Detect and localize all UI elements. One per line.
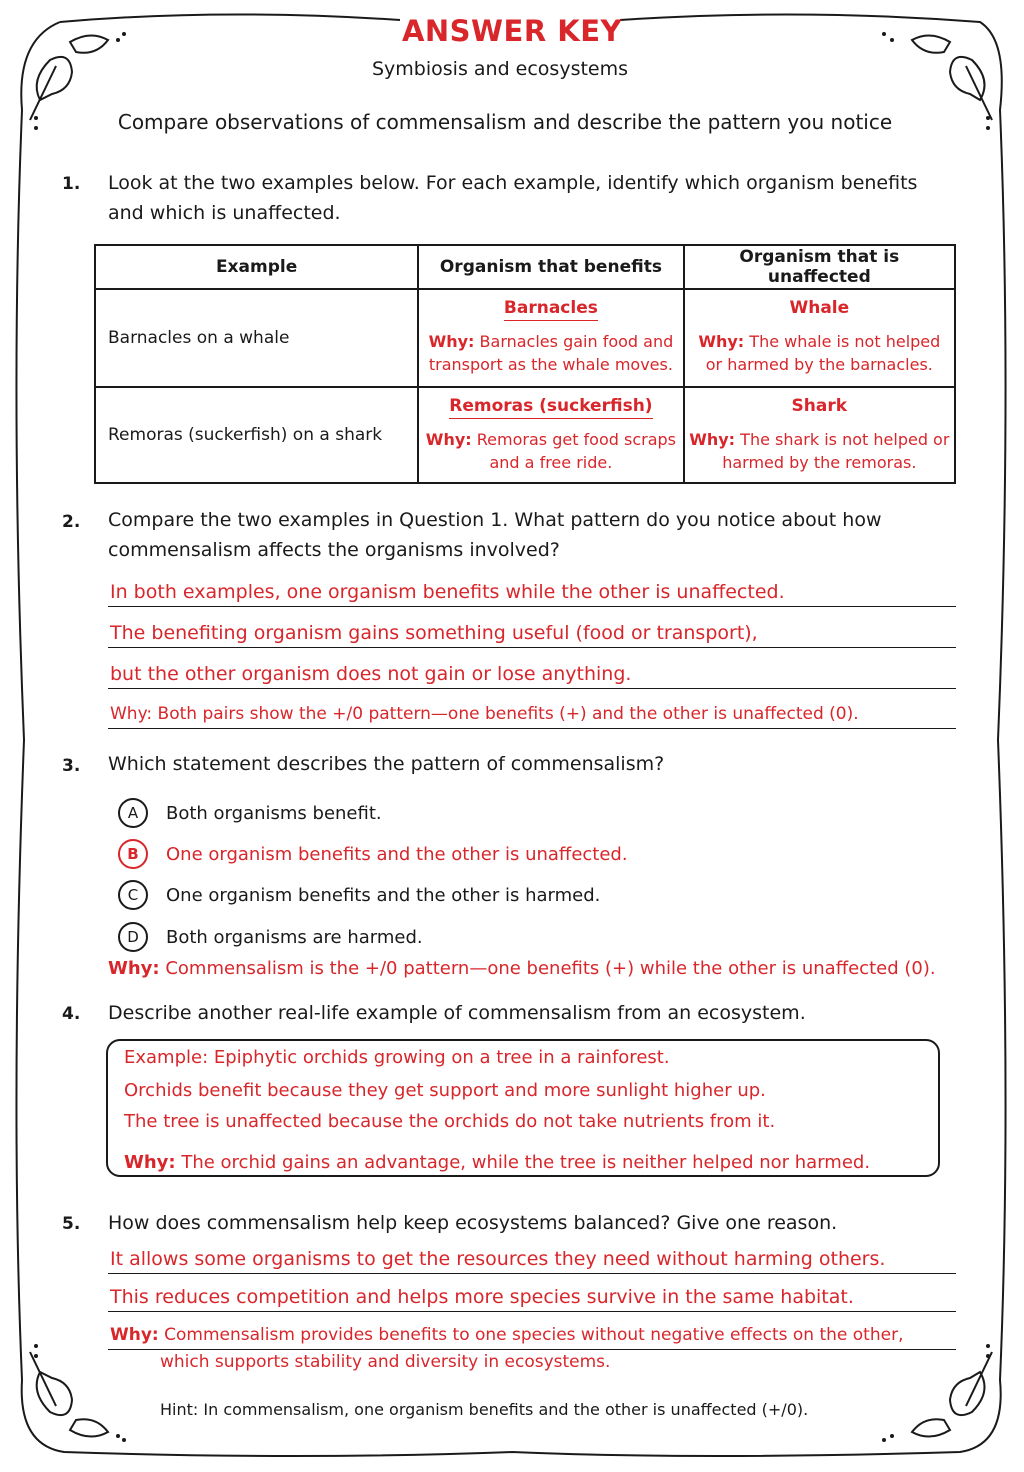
benefits-why: Remoras get food scraps and a free ride.: [476, 430, 677, 472]
worksheet-instruction: Compare observations of commensalism and describe the pattern you notice: [117, 110, 893, 134]
examples-table: [94, 244, 956, 484]
benefits-why: Barnacles gain food and transport as the whale moves.: [428, 332, 674, 374]
answer-line: but the other organism does not gain or lose anything.: [108, 660, 956, 689]
benefits-organism: Remoras (suckerfish): [449, 396, 652, 419]
benefits-cell: [418, 289, 683, 387]
answer-line: It allows some organisms to get the resources they need without harming others.: [108, 1245, 956, 1274]
option-b-text: One organism benefits and the other is unaffected.: [166, 843, 628, 865]
option-a-circle: A: [118, 798, 148, 828]
unaffected-cell: [684, 289, 955, 387]
question-4-text: Describe another real-life example of commensalism from an ecosystem.: [108, 1002, 806, 1024]
option-a[interactable]: [118, 797, 382, 829]
why-label: Why:: [110, 1325, 159, 1345]
column-header-example: Example: [95, 245, 418, 289]
answer-line: Orchids benefit because they get support and more sunlight higher up.: [124, 1080, 766, 1101]
question-5-number: 5.: [62, 1214, 81, 1234]
question-1-number: 1.: [62, 174, 81, 194]
q3-why: [108, 958, 936, 979]
option-c-text: One organism benefits and the other is harmed.: [166, 884, 601, 906]
option-a-text: Both organisms benefit.: [166, 802, 382, 824]
question-2-text: Compare the two examples in Question 1. What pattern do you notice about how commensalism affects the organisms involved?: [108, 509, 882, 561]
question-3-text: Which statement describes the pattern of commensalism?: [108, 753, 665, 775]
unaffected-why: The shark is not helped or harmed by the remoras.: [722, 430, 950, 472]
example-cell: Barnacles on a whale: [95, 289, 418, 387]
hint-text: Hint: In commensalism, one organism benefits and the other is unaffected (+/0).: [160, 1400, 809, 1419]
q5-why-text-1: Commensalism provides benefits to one species without negative effects on the other,: [164, 1325, 904, 1345]
option-b-selected[interactable]: [118, 838, 628, 870]
question-5-text: How does commensalism help keep ecosystems balanced? Give one reason.: [108, 1212, 838, 1234]
answer-why-line: [124, 1152, 870, 1173]
option-c[interactable]: [118, 879, 600, 911]
why-label: Why:: [425, 430, 472, 449]
question-1-text: Look at the two examples below. For each example, identify which organism benefits and which is unaffected.: [108, 172, 918, 224]
question-4-number: 4.: [62, 1004, 81, 1024]
option-c-circle: C: [118, 880, 148, 910]
why-label: Why:: [698, 332, 745, 351]
table-row: [95, 387, 955, 483]
page-title: ANSWER KEY: [401, 14, 623, 48]
column-header-unaffected: Organism that is unaffected: [684, 245, 955, 289]
example-cell: Remoras (suckerfish) on a shark: [95, 387, 418, 483]
why-label: Why:: [124, 1152, 176, 1173]
unaffected-organism: Shark: [791, 396, 848, 416]
table-row: [95, 289, 955, 387]
why-label: Why:: [428, 332, 475, 351]
answer-why-line: Why: Both pairs show the +/0 pattern—one benefits (+) and the other is unaffected (0).: [108, 700, 956, 729]
why-label: Why:: [689, 430, 736, 449]
unaffected-why: The whale is not helped or harmed by the barnacles.: [705, 332, 941, 374]
answer-why-line: [108, 1321, 956, 1350]
table-header-row: [95, 245, 955, 289]
answer-line: The tree is unaffected because the orchids do not take nutrients from it.: [124, 1111, 776, 1132]
benefits-cell: [418, 387, 683, 483]
unaffected-organism: Whale: [789, 298, 850, 318]
answer-line: This reduces competition and helps more species survive in the same habitat.: [108, 1283, 956, 1312]
answer-line: Example: Epiphytic orchids growing on a tree in a rainforest.: [124, 1047, 670, 1068]
option-b-circle: B: [118, 839, 148, 869]
answer-line: The benefiting organism gains something useful (food or transport),: [108, 619, 956, 648]
benefits-organism: Barnacles: [504, 298, 598, 321]
unaffected-cell: [684, 387, 955, 483]
question-2-number: 2.: [62, 512, 81, 532]
page-subtitle: Symbiosis and ecosystems: [371, 58, 629, 80]
option-d-circle: D: [118, 922, 148, 952]
answer-line: In both examples, one organism benefits while the other is unaffected.: [108, 578, 956, 607]
q3-why-text: Commensalism is the +/0 pattern—one benefits (+) while the other is unaffected (0).: [165, 958, 936, 979]
column-header-benefits: Organism that benefits: [418, 245, 683, 289]
q5-why-text-2: which supports stability and diversity in ecosystems.: [160, 1352, 611, 1372]
option-d-text: Both organisms are harmed.: [166, 926, 423, 948]
answer-box: [106, 1039, 940, 1177]
option-d[interactable]: [118, 921, 423, 953]
q4-why-text: The orchid gains an advantage, while the tree is neither helped nor harmed.: [181, 1152, 871, 1173]
why-label: Why:: [108, 958, 160, 979]
question-3-number: 3.: [62, 756, 81, 776]
